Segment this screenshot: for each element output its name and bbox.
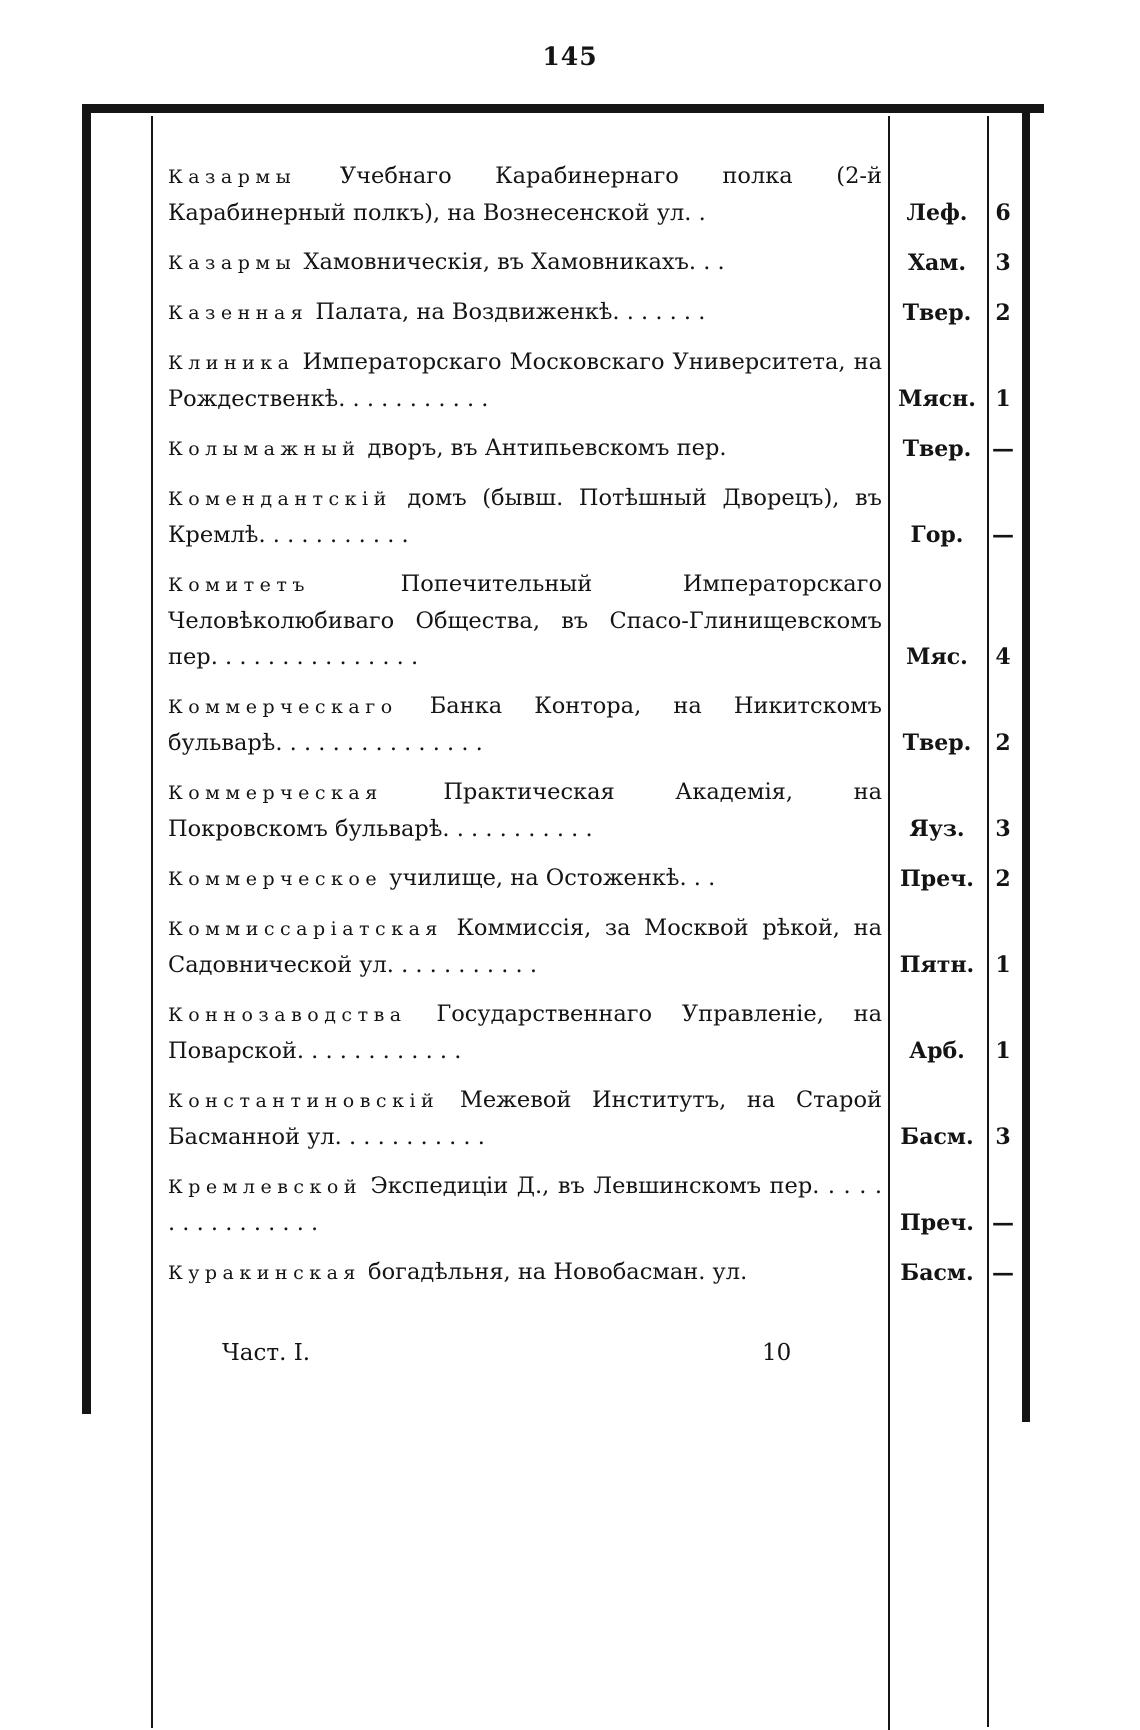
entry-description [168,294,888,331]
directory-entry [168,338,1020,424]
entry-term: Клиника [168,352,295,374]
directory-entry [168,424,1020,474]
entry-description [168,566,888,675]
entry-district: Гор. [910,522,964,548]
entry-term: Куракинская [168,1262,361,1284]
entry-text: Хамовническія, въ Хамовникахъ. . . [296,249,725,275]
entry-description [168,158,888,231]
entry-description [168,1082,888,1155]
entry-text: богадѣльня, на Новобасман. ул. [360,1259,748,1285]
left-border-rule [82,104,91,1414]
entry-part: 1 [995,386,1011,412]
entry-district: Хам. [907,250,967,276]
left-inner-rule [151,116,153,1728]
entry-part: — [992,1260,1014,1286]
entry-term: Кремлевской [168,1176,363,1198]
entry-description [168,430,888,467]
entry-term: Константиновскій [168,1090,440,1112]
entry-term: Комендантскій [168,488,392,510]
entry-district: Твер. [902,436,972,462]
directory-entry [168,990,1020,1076]
directory-entry [168,1076,1020,1162]
directory-entry [168,768,1020,854]
signature-number: 10 [762,1340,792,1366]
entry-district: Твер. [902,300,972,326]
entry-description [168,910,888,983]
entry-district: Пятн. [899,952,975,978]
entry-term: Коммерческая [168,782,383,804]
page-number: 145 [542,42,598,71]
entry-district: Яуз. [909,816,965,842]
directory-entry [168,904,1020,990]
entry-term: Казенная [168,302,309,324]
entry-part: — [992,436,1014,462]
directory-entry [168,152,1020,238]
entry-text: Государственнаго Управленіе, на Поварской. . . . . . . . . . . . [168,1001,882,1064]
entry-text: Практическая Академія, на Покровскомъ бульварѣ. . . . . . . . . . . [168,779,882,842]
entry-term: Коннозаводства [168,1004,407,1026]
entry-text: училище, на Остоженкѣ. . . [382,865,716,891]
entry-part: 1 [995,1038,1011,1064]
entry-description [168,774,888,847]
top-rule [82,104,1044,113]
entry-term: Коммерческое [168,868,383,890]
entry-term: Казармы [168,166,297,188]
signature-label: Част. I. [222,1340,311,1366]
entry-part: 6 [995,200,1011,226]
directory-entry [168,682,1020,768]
entry-part: 3 [995,1124,1011,1150]
entry-part: — [992,1210,1014,1236]
directory-entry [168,238,1020,288]
entry-text: дворъ, въ Антипьевскомъ пер. [360,435,727,461]
entry-description [168,860,888,897]
entry-text: Учебнаго Карабинернаго полка (2-й Карабинерный полкъ), на Вознесенской ул. . [168,163,882,226]
entry-text: Банка Контора, на Никитскомъ бульварѣ. . . . . . . . . . . . . . . [168,693,882,756]
entry-part: 2 [995,730,1011,756]
entry-district: Твер. [902,730,972,756]
entry-term: Колымажный [168,438,361,460]
entry-description [168,1168,888,1241]
entry-district: Мяс. [906,644,968,670]
entry-description [168,244,888,281]
entry-district: Мясн. [898,386,976,412]
entry-text: Коммиссія, за Москвой рѣкой, на Садовнической ул. . . . . . . . . . . [168,915,882,978]
entry-text: домъ (бывш. Потѣшный Дворецъ), въ Кремлѣ. . . . . . . . . . . [168,485,882,548]
entry-district: Басм. [900,1124,974,1150]
entry-text: Попечительный Императорскаго Человѣколюбиваго Общества, въ Спасо-Глинищевскомъ пер. . . . . . . . . . . . . . . [168,571,882,670]
entry-part: 3 [995,250,1011,276]
directory-entry [168,1248,1020,1298]
directory-entry [168,288,1020,338]
entry-description [168,996,888,1069]
entry-text: Императорскаго Московскаго Университета, на Рождественкѣ. . . . . . . . . . . [168,349,882,412]
entry-district: Леф. [906,200,968,226]
entry-part: 3 [995,816,1011,842]
entry-district: Преч. [900,1210,974,1236]
directory-entry [168,474,1020,560]
entry-text: Экспедиціи Д., въ Левшинскомъ пер. . . . . . . . . . . . . . . . [168,1173,882,1236]
entry-text: Межевой Институтъ, на Старой Басманной ул. . . . . . . . . . . [168,1087,882,1150]
right-border-rule [1022,104,1030,1422]
entry-part: 2 [995,300,1011,326]
entry-description [168,1254,888,1291]
entry-term: Коммерческаго [168,696,398,718]
entry-district: Преч. [900,866,974,892]
entry-term: Коммиссаріатская [168,918,443,940]
entry-part: — [992,522,1014,548]
directory-entry [168,854,1020,904]
page-footer [222,1340,822,1366]
entry-term: Комитетъ [168,574,310,596]
entry-description [168,344,888,417]
entry-term: Казармы [168,252,297,274]
entry-description [168,480,888,553]
entry-description [168,688,888,761]
entry-part: 2 [995,866,1011,892]
directory-entry [168,1162,1020,1248]
directory-entry [168,560,1020,682]
entry-district: Арб. [909,1038,965,1064]
entry-part: 4 [995,644,1011,670]
entry-part: 1 [995,952,1011,978]
directory-entries [168,152,1020,1298]
entry-district: Басм. [900,1260,974,1286]
entry-text: Палата, на Воздвиженкѣ. . . . . . . [308,299,706,325]
